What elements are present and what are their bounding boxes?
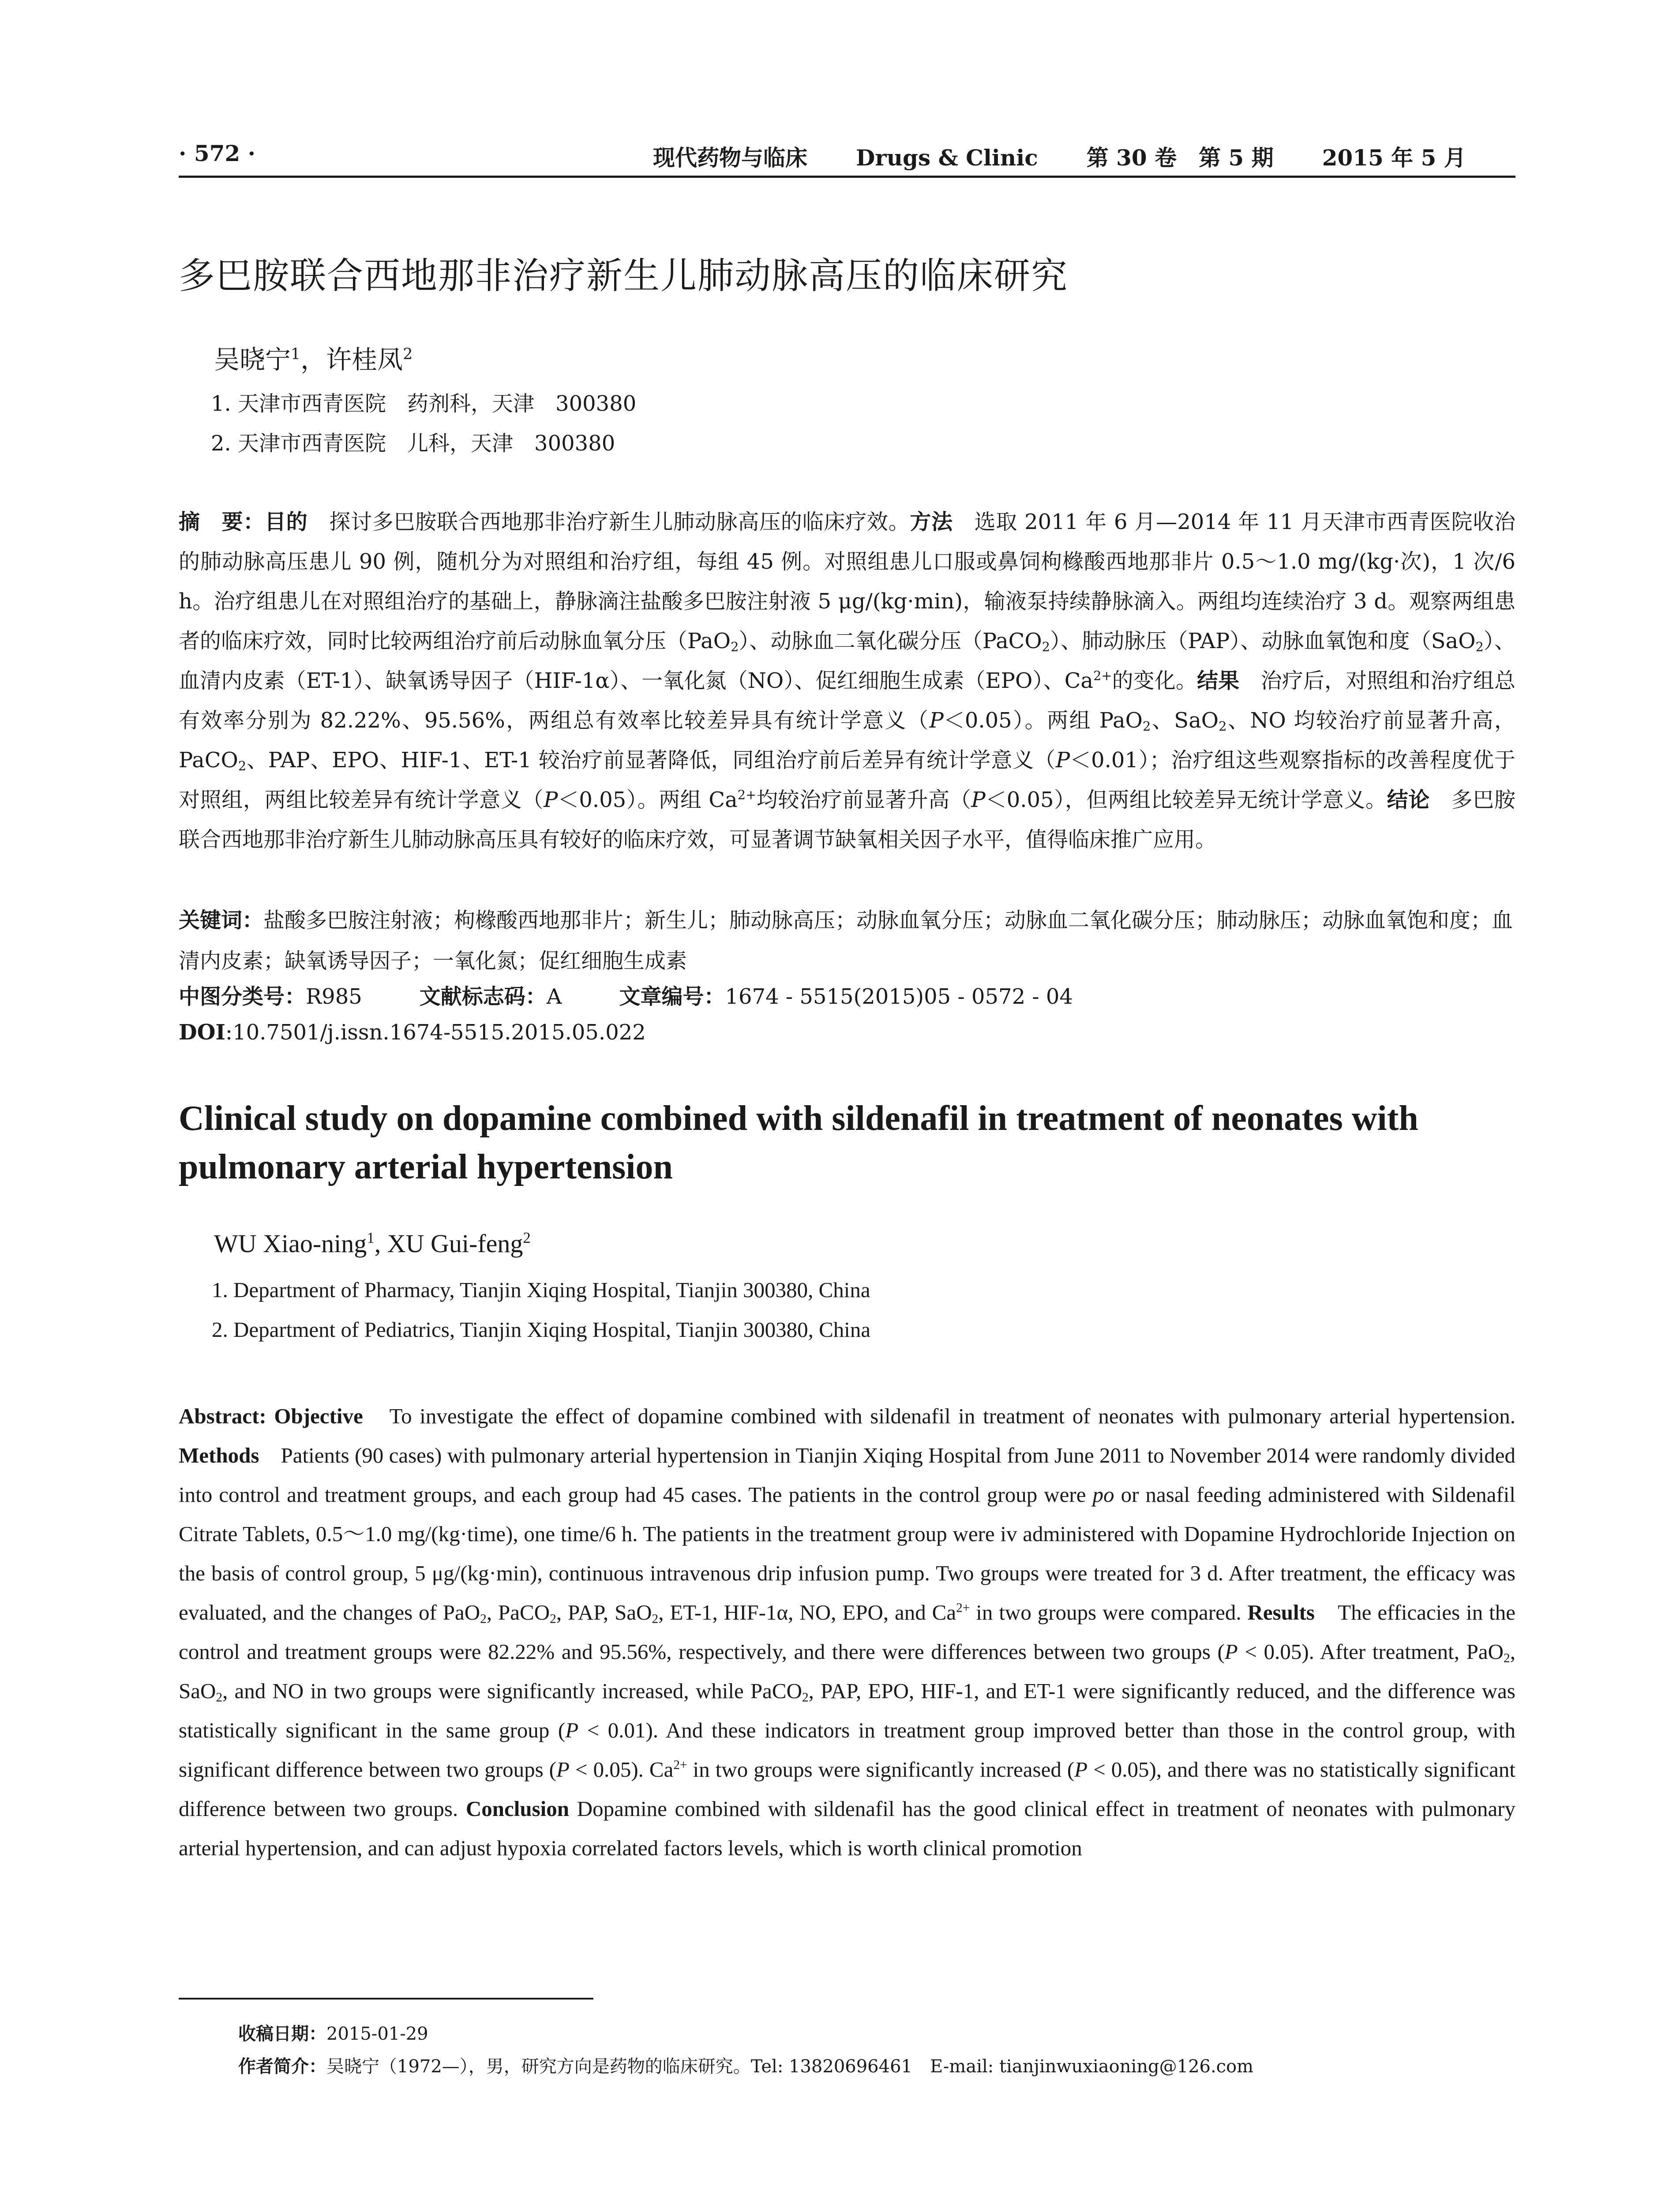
abstract-objective-label: Abstract: Objective [179,1404,363,1428]
english-authors [214,1229,531,1258]
subscript: 2 [550,1612,556,1626]
results-text: < 0.05). After treatment, PaO [1238,1639,1504,1664]
document-code-value: A [546,984,562,1009]
methods-text: 的变化。 [1112,668,1197,693]
subscript: 2 [1042,639,1050,655]
results-text: 均较治疗前显著升高（ [756,788,971,812]
keywords-text: 盐酸多巴胺注射液；枸橼酸西地那非片；新生儿；肺动脉高压；动脉血氧分压；动脉血二氧化碳分压；肺动脉压；动脉血氧饱和度；血清内皮素；缺氧诱导因子；一氧化氮；促红细胞生成素 [179,908,1513,973]
journal-info [653,140,1466,172]
page-number: · 572 · [179,140,255,166]
methods-text: in two groups were compared. [970,1600,1248,1624]
conclusion-label: 结论 [1387,788,1430,812]
methods-label: Methods [179,1443,259,1467]
affiliation-marker: 1 [367,1229,375,1247]
methods-text: or nasal feeding administered with Sildenafil Citrate Tablets, 0.5～1.0 mg/(kg·time), one time/6 h. The patients in the treatment group were iv administered with Dopamine Hydrochloride Injection on the basis of control group, 5 μg/(kg·min), continuous intravenous drip infusion pump. Two groups were treated for 3 d. After treatment, the efficacy was evaluated, and the changes of PaO [179,1482,1516,1624]
english-affiliation-1: 1. Department of Pharmacy, Tianjin Xiqing Hospital, Tianjin 300380, China [212,1278,870,1302]
doi-label: DOI [179,1020,225,1045]
p-value-symbol: P [1074,1757,1088,1782]
p-value-symbol: P [971,788,986,812]
chinese-keywords [179,900,1515,981]
results-text: 、SaO [1151,708,1219,733]
results-text: The efficacies in the control and treatment groups were 82.22% and 95.56%, respectively, and there were differences between two groups ( [179,1600,1515,1664]
received-date [238,2020,428,2045]
results-text: 、PAP、EPO、HIF-1、ET-1 较治疗前显著降低，同组治疗前后差异有统计学意义（ [246,748,1056,773]
methods-label: 方法 [910,510,953,534]
results-text: ＜0.05），但两组比较差异无统计学意义。 [985,788,1387,812]
chinese-title: 多巴胺联合西地那非治疗新生儿肺动脉高压的临床研究 [179,255,1069,297]
subscript: 2 [1475,639,1484,655]
p-value-symbol: P [1055,748,1070,773]
english-title: Clinical study on dopamine combined with sildenafil in treatment of neonates with pulmonary arterial hypertension [179,1099,1418,1186]
conclusion-text: 多巴胺联合西地那非治疗新生儿肺动脉高压具有较好的临床疗效，可显著调节缺氧相关因子水平，值得临床推广应用。 [179,788,1515,852]
superscript: 2+ [956,1601,970,1615]
results-label: Results [1247,1600,1315,1624]
p-value-symbol: P [929,708,944,733]
affiliation-marker: 2 [523,1229,531,1247]
volume-issue: 第 30 卷 第 5 期 [1086,145,1274,171]
methods-text: , ET-1, HIF-1α, NO, EPO, and Ca [658,1600,956,1624]
results-text: , PAP, EPO, HIF-1, and ET-1 were significantly reduced, and the difference was statistically significant in the same group ( [179,1679,1515,1742]
conclusion-text: Dopamine combined with sildenafil has the good clinical effect in treatment of neonates with pulmonary arterial hypertension, and can adjust hypoxia correlated factors levels, which is worth clinical promotion [179,1797,1516,1860]
subscript: 2 [238,758,247,774]
results-text: , and NO in two groups were significantly increased, while PaCO [222,1679,802,1703]
subscript: 2 [216,1690,223,1705]
objective-label: 目的 [264,510,308,534]
affiliation-marker: 2 [403,345,413,364]
subscript: 2 [802,1690,809,1705]
subscript: 2 [1143,719,1151,734]
author-separator: , [374,1229,387,1258]
subscript: 2 [652,1612,659,1626]
results-text: 治疗后，对照组和治疗组总有效率分别为 82.22%、95.56%，两组总有效率比较差异具有统计学意义（ [179,668,1515,733]
objective-text: To investigate the effect of dopamine combined with sildenafil in treatment of neonates with pulmonary arterial hypertension. [363,1404,1516,1428]
subscript: 2 [1504,1651,1510,1666]
chinese-affiliation-1: 1. 天津市西青医院 药剂科，天津 300380 [211,391,637,416]
footnote-divider [179,1998,593,2000]
received-label: 收稿日期： [238,2024,326,2044]
bio-text: 吴晓宁（1972—），男，研究方向是药物的临床研究。Tel: 13820696461 E-mail: tianjinwuxiaoning@126.com [326,2056,1254,2077]
subscript: 2 [480,1612,487,1626]
results-text: ＜0.05）。两组 Ca [558,788,738,812]
received-value: 2015-01-29 [326,2024,428,2044]
subscript: 2 [731,639,739,655]
objective-text: 探讨多巴胺联合西地那非治疗新生儿肺动脉高压的临床疗效。 [308,510,910,534]
results-text: in two groups were significantly increased ( [687,1757,1075,1782]
chinese-affiliation-2: 2. 天津市西青医院 儿科，天津 300380 [211,431,615,456]
article-number [619,979,1072,1010]
route-abbreviation: po [1092,1482,1114,1507]
results-text: ＜0.05）。两组 PaO [943,708,1143,733]
methods-text: , PAP, SaO [556,1600,652,1624]
article-number-label: 文章编号： [619,984,725,1009]
author-name: WU Xiao-ning [214,1229,367,1258]
results-text: 、NO 均较治疗前显著升高，PaCO [179,708,1515,773]
superscript: 2+ [1093,668,1112,683]
doi-line [179,1020,646,1045]
document-code [420,979,562,1010]
abstract-label: 摘 要： [179,510,265,534]
author-bio [238,2052,1253,2078]
author-separator: ， [300,345,326,375]
results-text: < 0.01). And these indicators in treatment group improved better than those in the control group, with significant difference between two groups ( [179,1718,1515,1782]
running-header [179,140,1515,178]
p-value-symbol: P [565,1718,579,1742]
document-code-label: 文献标志码： [419,984,547,1009]
author-name: 吴晓宁 [214,345,291,375]
chinese-authors [214,339,412,376]
p-value-symbol: P [556,1757,570,1782]
methods-text: ）、血清内皮素（ET-1）、缺氧诱导因子（HIF-1α）、一氧化氮（NO）、促红细胞生成素（EPO）、Ca [179,629,1515,693]
results-text: ＜0.01）；治疗组这些观察指标的改善程度优于对照组，两组比较差异有统计学意义（ [179,748,1515,812]
methods-text: 选取 2011 年 6 月—2014 年 11 月天津市西青医院收治的肺动脉高压患儿 90 例，随机分为对照组和治疗组，每组 45 例。对照组患儿口服或鼻饲枸橼酸西地那非片 0.5～1.0 mg/(kg·次)，1 次/6 h。治疗组患儿在对照组治疗的基础上，静脉滴注盐酸多巴胺注射液 5 μg/(kg·min)，输液泵持续静脉滴入。两组均连续治疗 3 d。观察两组患者的临床疗效，同时比较两组治疗前后动脉血氧分压（PaO [179,510,1515,653]
english-affiliation-2: 2. Department of Pediatrics, Tianjin Xiqing Hospital, Tianjin 300380, China [212,1317,871,1342]
methods-text: ）、肺动脉压（PAP）、动脉血氧饱和度（SaO [1050,629,1476,653]
classification-row [179,979,1073,1010]
chinese-abstract [179,502,1515,859]
journal-name-en: Drugs & Clinic [856,145,1038,171]
conclusion-label: Conclusion [465,1797,570,1821]
journal-name-cn: 现代药物与临床 [653,145,807,171]
english-abstract [179,1396,1515,1868]
results-text: , SaO [179,1639,1515,1703]
doi-value: :10.7501/j.issn.1674-5515.2015.05.022 [225,1020,646,1045]
author-name: XU Gui-feng [387,1229,523,1258]
superscript: 2+ [673,1758,687,1772]
issue-date: 2015 年 5 月 [1322,145,1466,171]
methods-text: Patients (90 cases) with pulmonary arterial hypertension in Tianjin Xiqing Hospital from June 2011 to November 2014 were randomly divided into control and treatment groups, and each group had 45 cases. The patients in the control group were [179,1443,1515,1507]
p-value-symbol: P [1224,1639,1238,1664]
clc-number [179,979,362,1010]
superscript: 2+ [737,787,757,803]
results-text: < 0.05). Ca [569,1757,674,1782]
affiliation-marker: 1 [291,345,301,364]
methods-text: ）、动脉血二氧化碳分压（PaCO [739,629,1042,653]
keywords-label: 关键词： [179,908,264,933]
results-text: < 0.05), and there was no statistically significant difference between two groups. [179,1757,1515,1821]
subscript: 2 [1219,719,1227,734]
article-number-value: 1674 - 5515(2015)05 - 0572 - 04 [725,984,1073,1009]
author-name: 许桂凤 [326,345,403,375]
clc-label: 中图分类号： [179,984,306,1009]
methods-text: , PaCO [486,1600,550,1624]
p-value-symbol: P [544,788,558,812]
results-label: 结果 [1197,668,1240,693]
clc-value: R985 [306,984,362,1009]
bio-label: 作者简介： [238,2056,326,2077]
